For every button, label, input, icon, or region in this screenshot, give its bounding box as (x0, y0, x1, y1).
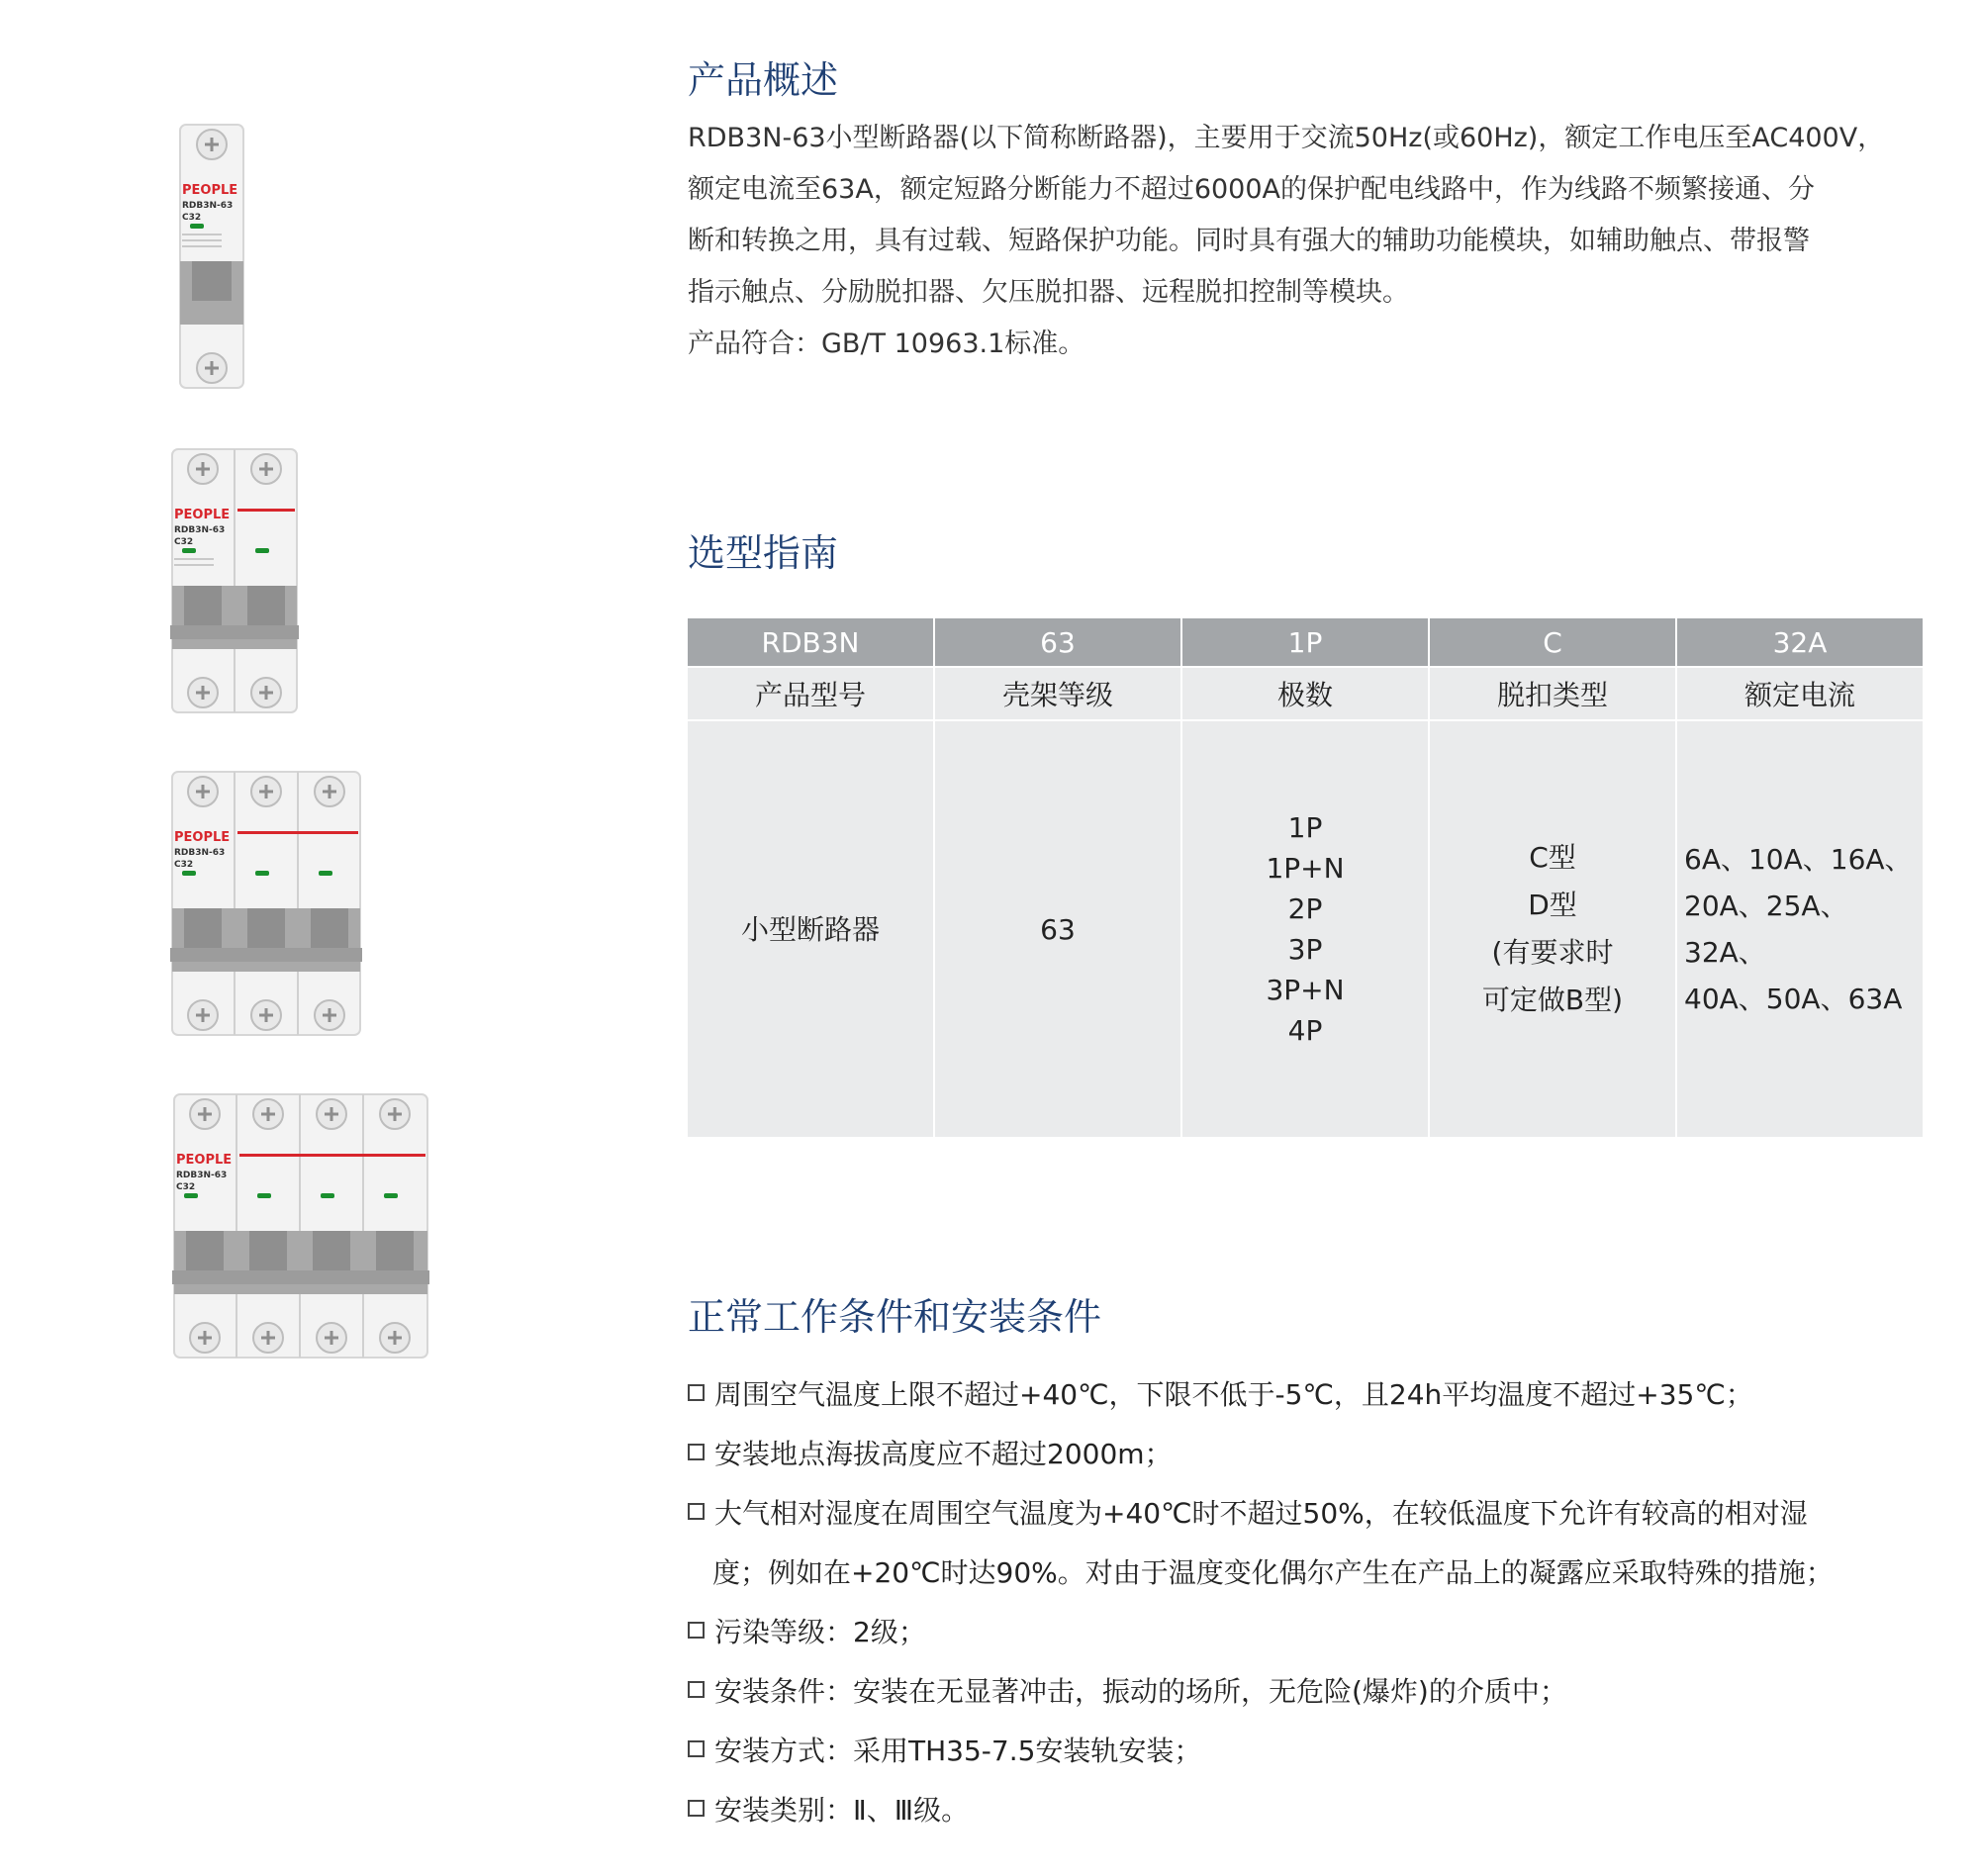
breaker-2p-image (170, 447, 301, 716)
brand-label: PEOPLE (182, 183, 238, 198)
current-line: 20A、25A、32A、 (1684, 890, 1848, 969)
current-line: 40A、50A、63A (1684, 983, 1903, 1015)
model-label: RDB3N-63 (176, 1171, 228, 1180)
overview-title: 产品概述 (688, 58, 839, 102)
checkbox-icon (688, 1740, 705, 1757)
condition-item (688, 1611, 926, 1650)
code-cell: 63 (935, 618, 1180, 666)
brand-label: PEOPLE (174, 830, 231, 845)
code-cell: C (1430, 618, 1675, 666)
checkbox-icon (688, 1384, 705, 1401)
rating-label: C32 (176, 1182, 196, 1192)
condition-text: 度；例如在+20℃时达90%。对由于温度变化偶尔产生在产品上的凝露应采取特殊的措施； (712, 1556, 1834, 1589)
header-cell: 壳架等级 (935, 668, 1180, 719)
condition-text: 安装方式：采用TH35-7.5安装轨安装； (714, 1735, 1202, 1767)
condition-text: 大气相对湿度在周围空气温度为+40℃时不超过50%，在较低温度下允许有较高的相对湿 (714, 1497, 1808, 1530)
breaker-4p-image (172, 1092, 431, 1361)
condition-text: 安装条件：安装在无显著冲击，振动的场所，无危险(爆炸)的介质中； (714, 1675, 1567, 1708)
brand-label: PEOPLE (174, 508, 231, 522)
condition-text: 安装地点海拔高度应不超过2000m； (714, 1438, 1173, 1470)
trip-note: (有要求时 (1491, 936, 1614, 969)
condition-text: 安装类别：Ⅱ、Ⅲ级。 (714, 1794, 970, 1827)
pole-option: 3P (1287, 933, 1323, 966)
pole-option: 1P (1287, 811, 1323, 844)
code-cell: 32A (1677, 618, 1923, 666)
condition-item (688, 1730, 1201, 1769)
checkbox-icon (688, 1503, 705, 1520)
product-images (0, 0, 653, 1876)
product-cell: 小型断路器 (688, 721, 933, 1137)
checkbox-icon (688, 1622, 705, 1639)
breaker-1p-image (178, 123, 247, 392)
trip-option: C型 (1529, 841, 1576, 874)
header-cell: 脱扣类型 (1430, 668, 1675, 719)
checkbox-icon (688, 1800, 705, 1817)
table-row (688, 721, 1923, 1137)
code-cell: RDB3N (688, 618, 933, 666)
condition-item (688, 1433, 1173, 1472)
condition-item (688, 1492, 1808, 1532)
rating-label: C32 (182, 213, 202, 223)
pole-option: 3P+N (1266, 974, 1345, 1006)
overview-line: 断和转换之用，具有过载、短路保护功能。同时具有强大的辅助功能模块，如辅助触点、带报警 (688, 226, 1810, 256)
brand-label: PEOPLE (176, 1153, 233, 1168)
header-cell: 产品型号 (688, 668, 933, 719)
header-row (688, 668, 1923, 719)
condition-continuation (712, 1551, 1834, 1591)
condition-item (688, 1670, 1567, 1710)
header-cell: 极数 (1182, 668, 1428, 719)
condition-text: 污染等级：2级； (714, 1616, 926, 1648)
model-label: RDB3N-63 (174, 848, 226, 858)
rating-label: C32 (174, 860, 194, 870)
pole-option: 2P (1287, 892, 1323, 925)
model-label: RDB3N-63 (182, 201, 234, 211)
overview-line: 额定电流至63A，额定短路分断能力不超过6000A的保护配电线路中，作为线路不频繁接通、分 (688, 174, 1816, 205)
guide-title: 选型指南 (688, 531, 839, 575)
selection-guide-table (686, 616, 1925, 1139)
frame-cell: 63 (935, 721, 1180, 1137)
header-cell: 额定电流 (1677, 668, 1923, 719)
trip-option: D型 (1528, 889, 1577, 921)
pole-option: 4P (1287, 1014, 1323, 1047)
pole-option: 1P+N (1266, 852, 1345, 885)
model-label: RDB3N-63 (174, 525, 226, 535)
poles-cell (1182, 721, 1428, 1137)
checkbox-icon (688, 1681, 705, 1698)
overview-line: 指示触点、分励脱扣器、欠压脱扣器、远程脱扣控制等模块。 (688, 277, 1409, 308)
trip-note: 可定做B型) (1481, 984, 1624, 1016)
trip-cell (1430, 721, 1675, 1137)
standard-line: 产品符合：GB/T 10963.1标准。 (688, 328, 1085, 359)
condition-item (688, 1789, 969, 1829)
condition-item (688, 1373, 1753, 1413)
checkbox-icon (688, 1444, 705, 1460)
breaker-3p-image (170, 770, 364, 1039)
rating-label: C32 (174, 537, 194, 547)
code-cell: 1P (1182, 618, 1428, 666)
condition-text: 周围空气温度上限不超过+40℃，下限不低于-5℃，且24h平均温度不超过+35℃； (714, 1378, 1753, 1411)
current-line: 6A、10A、16A、 (1684, 843, 1913, 876)
overview-line: RDB3N-63小型断路器(以下简称断路器)，主要用于交流50Hz(或60Hz)，额定工作电压至AC400V， (688, 123, 1885, 153)
conditions-title: 正常工作条件和安装条件 (688, 1295, 1102, 1339)
code-row (688, 618, 1923, 666)
current-cell (1677, 721, 1923, 1137)
